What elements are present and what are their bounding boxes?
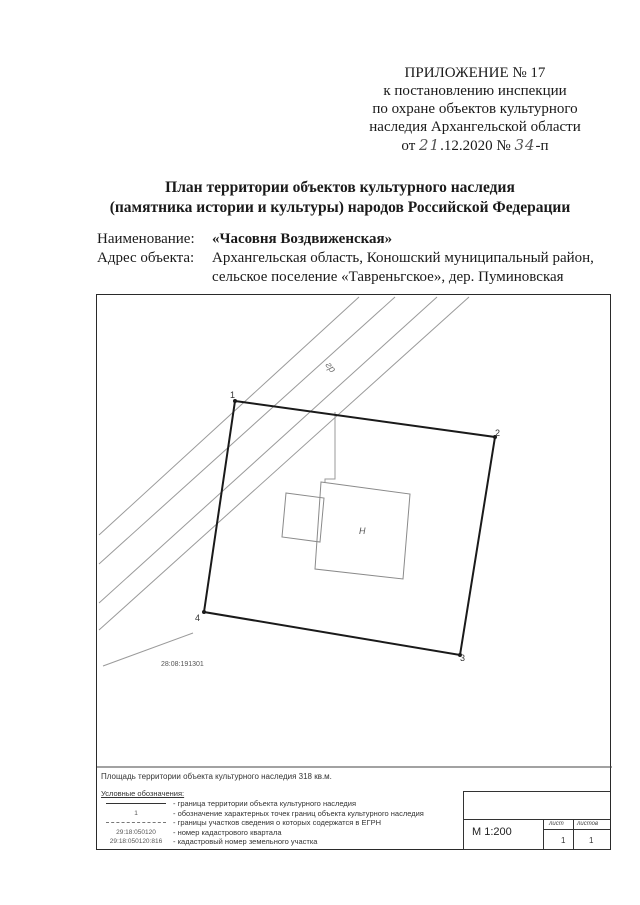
legend-desc: - граница территории объекта культурного наследия (173, 799, 357, 809)
name-value: «Часовня Воздвиженская» (212, 231, 393, 247)
road-line (99, 297, 395, 564)
decree-suffix: -п (535, 138, 549, 154)
appendix-line: наследия Архангельской области (369, 119, 581, 135)
road-label: гр (322, 360, 338, 376)
title-line: (памятника истории и культуры) народов Российской Федерации (109, 199, 571, 216)
date-day-handwritten: 21 (419, 136, 441, 154)
appendix-line: к постановлению инспекции (383, 83, 567, 99)
legend-heading: Условные обозначения: (101, 789, 185, 798)
building-label: Н (359, 526, 366, 536)
appendix-line: по охране объектов культурного (372, 101, 578, 117)
legend-desc: - границы участков сведения о которых содержатся в ЕГРН (173, 818, 381, 828)
legend-symbol (101, 803, 171, 804)
legend-item (101, 837, 424, 847)
area-statement: Площадь территории объекта культурного наследия 318 кв.м. (101, 772, 332, 781)
parcel-line-icon (106, 822, 166, 823)
address-label: Адрес объекта: (97, 250, 195, 266)
plan-drawing (97, 295, 612, 851)
legend-symbol: 1 (134, 809, 138, 817)
point-label: 2 (495, 428, 501, 438)
legend-symbol (101, 822, 171, 823)
object-info (97, 230, 594, 287)
boundary-point-marker (202, 610, 206, 614)
sheets-label: листов (577, 821, 599, 827)
road-line (99, 297, 437, 603)
point-label: 4 (195, 613, 201, 623)
address-continuation: сельское поселение «Тавреньгское», дер. Пуминовская (212, 269, 564, 285)
name-label: Наименование: (97, 231, 195, 247)
document-title (60, 178, 620, 218)
legend-item (101, 828, 424, 838)
legend-item (101, 799, 424, 809)
legend-symbol: 29:18:050120:816 (109, 838, 163, 846)
address-row (97, 249, 594, 268)
cadastral-quarter-label: 28:08:191301 (161, 661, 204, 668)
territory-boundary (204, 401, 495, 655)
site-plan (96, 294, 611, 850)
legend-item (101, 809, 424, 819)
legend-desc: - кадастровый номер земельного участка (173, 837, 318, 847)
legend (101, 789, 424, 847)
date-rest: .12.2020 № (440, 138, 511, 154)
sheets-count: 1 (589, 836, 594, 845)
date-prefix: от (401, 138, 416, 154)
legend-desc: - номер кадастрового квартала (173, 827, 282, 837)
address-value: Архангельская область, Коношский муниципальный район, (212, 250, 594, 266)
scale-label: М 1:200 (472, 826, 512, 838)
appendix-header (330, 64, 620, 155)
decree-number-handwritten: 34 (514, 136, 536, 154)
legend-item (101, 818, 424, 828)
legend-desc: - обозначение характерных точек границ объекта культурного наследия (173, 808, 424, 818)
road-line (99, 297, 469, 630)
title-line: План территории объектов культурного наследия (165, 179, 515, 196)
appendix-title: ПРИЛОЖЕНИЕ № 17 (404, 65, 546, 81)
point-label: 3 (460, 653, 466, 663)
appendix-date-line (330, 136, 620, 155)
boundary-line-icon (106, 803, 166, 804)
name-row (97, 230, 594, 249)
legend-symbol: 29:18:050120 (116, 828, 156, 836)
point-label: 1 (230, 390, 236, 400)
sheet-label: лист (549, 821, 564, 827)
sheet-number: 1 (561, 836, 566, 845)
